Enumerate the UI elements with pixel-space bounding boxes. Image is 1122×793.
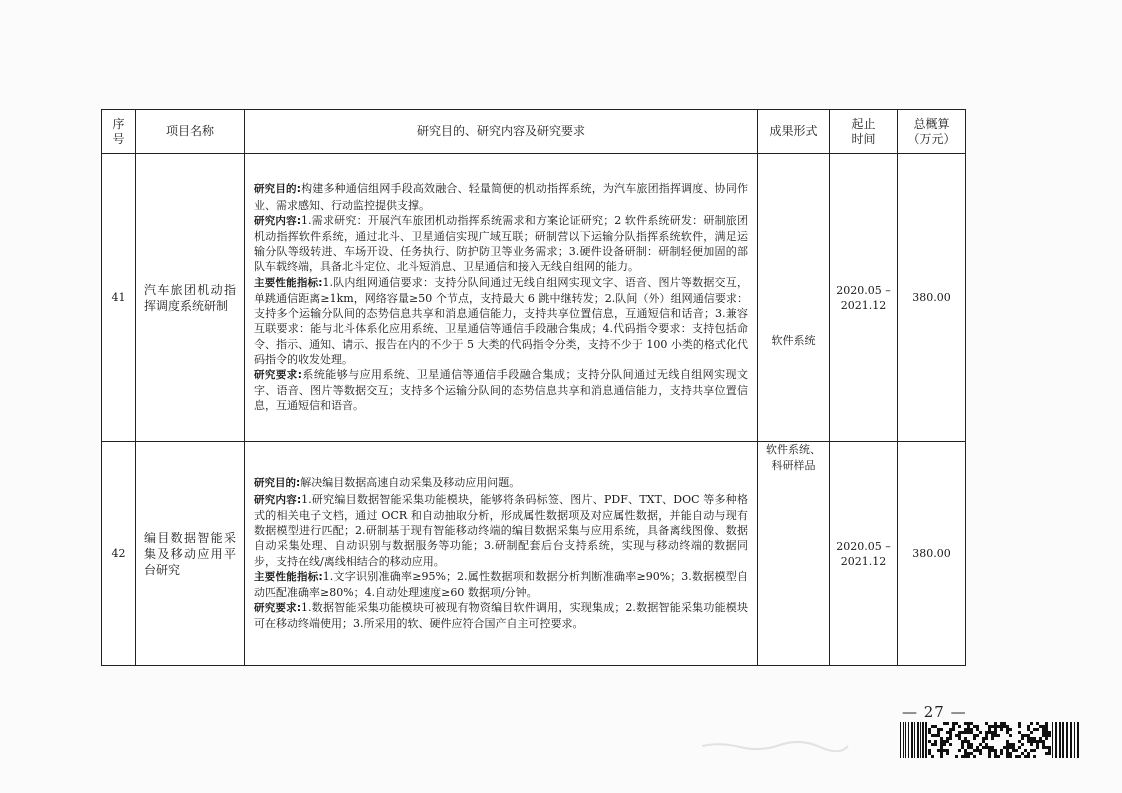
content-paragraph xyxy=(254,492,748,569)
table-row xyxy=(102,442,966,666)
indicators-label: 主要性能指标: xyxy=(254,570,323,583)
period: 2020.05 – 2021.12 xyxy=(830,154,898,442)
table-row xyxy=(102,154,966,442)
content-paragraph xyxy=(254,213,748,275)
purpose-paragraph xyxy=(254,181,748,212)
header-budget: 总概算 （万元） xyxy=(898,110,966,154)
budget: 380.00 xyxy=(898,442,966,666)
purpose-text: 构建多种通信组网手段高效融合、轻量简便的机动指挥系统，为汽车旅团指挥调度、协同作业、需求感知、行动监控提供支撑。 xyxy=(254,182,749,212)
requirements-paragraph xyxy=(254,600,748,631)
indicators-paragraph xyxy=(254,569,748,600)
requirements-text: 系统能够与应用系统、卫星通信等通信手段融合集成；支持分队间通过无线自组网实现文字、语音、图片等数据交互；支持多个运输分队间的态势信息共享和消息通信能力，支持共享位置信息，互通短信和语音。 xyxy=(254,367,748,413)
header-content: 研究目的、研究内容及研究要求 xyxy=(245,110,758,154)
page-number: — 27 — xyxy=(902,703,967,721)
purpose-label: 研究目的: xyxy=(254,477,301,490)
content-label: 研究内容: xyxy=(254,493,302,506)
barcode-icon xyxy=(900,722,1080,758)
purpose-paragraph xyxy=(254,475,748,491)
header-num: 序 号 xyxy=(102,110,136,154)
content-text: 1.需求研究：开展汽车旅团机动指挥系统需求和方案论证研究；2 软件系统研发：研制旅团机动指挥软件系统，通过北斗、卫星通信实现广域互联；研制营以下运输分队指挥系统软件，满足运输分队等级转进、车场开设、任务执行、防护防卫等业务需求；3.硬件设备研制：研制轻便加固的部队车载终端，具备北斗定位、北斗短消息、卫星通信和接入无线自组网的能力。 xyxy=(254,213,748,274)
project-name: 汽车旅团机动指挥调度系统研制 xyxy=(136,154,245,442)
indicators-text: 1.文字识别准确率≥95%；2.属性数据项和数据分析判断准确率≥90%；3.数据模型自动匹配准确率≥80%；4.自动处理速度≥60 数据项/分钟。 xyxy=(254,569,748,599)
row-number: 41 xyxy=(102,154,136,442)
content-label: 研究内容: xyxy=(254,214,302,227)
requirements-label: 研究要求: xyxy=(254,602,302,615)
row-number: 42 xyxy=(102,442,136,666)
project-table xyxy=(101,109,966,666)
requirements-paragraph xyxy=(254,367,748,414)
requirements-label: 研究要求: xyxy=(254,368,302,381)
header-period: 起止 时间 xyxy=(830,110,898,154)
indicators-text: 1.队内组网通信要求：支持分队间通过无线自组网实现文字、语音、图片等数据交互，单跳通信距离≥1km，网络容量≥50 个节点，支持最大 6 跳中继转发；2.队间（外）组网通信要求：支持多个运输分队间的态势信息共享和消息通信能力，支持共享位置信息，互通短信和话音；3.兼容互联要求：能与北斗体系化应用系统、卫星通信等通信手段融合集成；4.代码指令要求：支持包括命令、指示、通知、请示、报告在内的不少于 5 大类的代码指令分类，支持不少于 100 小类的格式化代码指令的收发处理。 xyxy=(254,275,748,366)
result-form xyxy=(758,154,830,442)
content-text: 1.研究编目数据智能采集功能模块，能够将条码标签、图片、PDF、TXT、DOC 等多种格式的相关电子文档，通过 OCR 和自动抽取分析，形成属性数据项及对应属性数据，并能自动与现有数据模型进行匹配；2.研制基于现有智能移动终端的编目数据采集与应用系统，具备离线图像、数据自动采集处理、自动识别与数据服务等功能；3.研制配套后台支持系统，实现与移动终端的数据同步，支持在线/离线相结合的移动应用。 xyxy=(254,492,749,568)
indicators-label: 主要性能指标: xyxy=(254,276,323,289)
budget: 380.00 xyxy=(898,154,966,442)
scan-smudge xyxy=(700,740,850,752)
result-form-text: 软件系统、 科研样品 xyxy=(766,443,821,472)
purpose-text: 解决编目数据高速自动采集及移动应用问题。 xyxy=(300,476,521,490)
project-content xyxy=(245,154,758,442)
table-header-row xyxy=(102,110,966,154)
header-name: 项目名称 xyxy=(136,110,245,154)
project-name: 编目数据智能采集及移动应用平台研究 xyxy=(136,442,245,666)
result-form xyxy=(758,442,830,666)
header-form: 成果形式 xyxy=(758,110,830,154)
requirements-text: 1.数据智能采集功能模块可被现有物资编目软件调用，实现集成；2.数据智能采集功能模块可在移动终端使用；3.所采用的软、硬件应符合国产自主可控要求。 xyxy=(254,601,748,631)
result-form-text: 软件系统 xyxy=(771,334,816,347)
indicators-paragraph xyxy=(254,275,748,367)
period: 2020.05 – 2021.12 xyxy=(830,442,898,666)
project-content xyxy=(245,442,758,666)
purpose-label: 研究目的: xyxy=(254,183,301,196)
